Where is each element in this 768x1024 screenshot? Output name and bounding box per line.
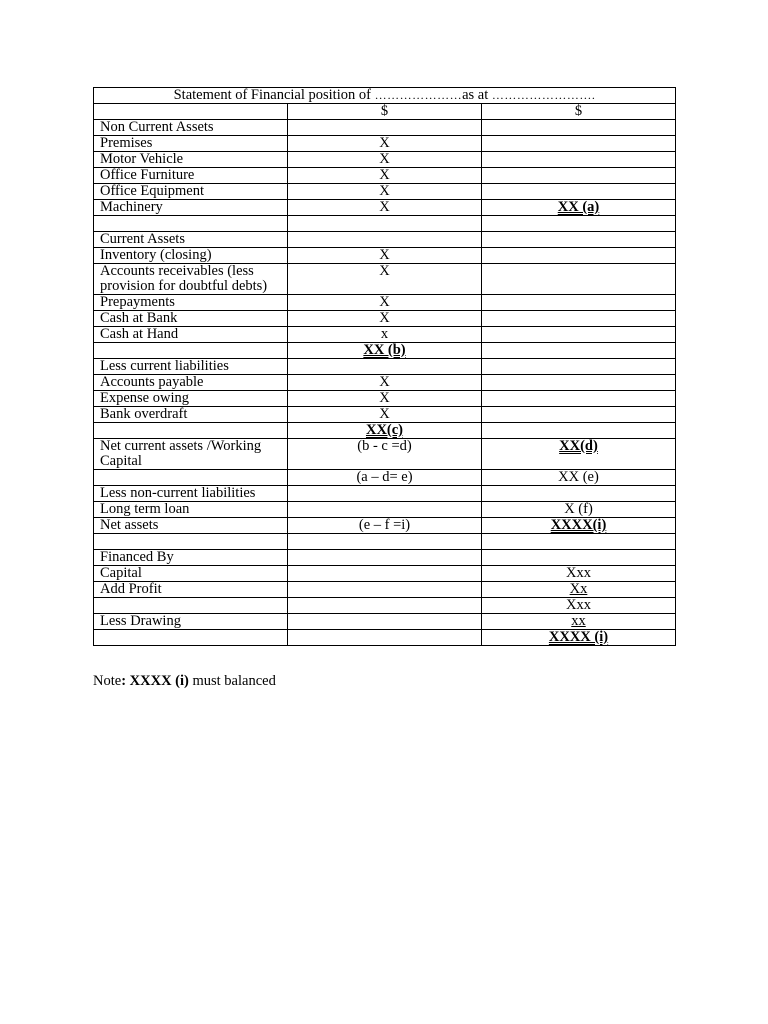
row-col2 bbox=[288, 614, 482, 630]
header-currency-col2: $ bbox=[288, 104, 482, 120]
table-row bbox=[94, 359, 676, 375]
row-label: Office Furniture bbox=[94, 168, 288, 184]
header-currency-col3: $ bbox=[482, 104, 676, 120]
row-col2: (e – f =i) bbox=[288, 518, 482, 534]
row-col2 bbox=[288, 359, 482, 375]
table-row bbox=[94, 582, 676, 598]
row-col3: X (f) bbox=[482, 502, 676, 518]
table-row bbox=[94, 550, 676, 566]
row-label: Prepayments bbox=[94, 295, 288, 311]
row-col2: X bbox=[288, 407, 482, 423]
table-row bbox=[94, 295, 676, 311]
row-label: Less current liabilities bbox=[94, 359, 288, 375]
row-col2 bbox=[288, 216, 482, 232]
table-row bbox=[94, 486, 676, 502]
row-col2 bbox=[288, 598, 482, 614]
note-prefix: Note bbox=[93, 673, 122, 689]
row-label bbox=[94, 630, 288, 646]
table-row bbox=[94, 439, 676, 470]
row-col3 bbox=[482, 486, 676, 502]
row-col3 bbox=[482, 359, 676, 375]
row-label: Accounts receivables (less provision for doubtful debts) bbox=[94, 264, 288, 295]
table-row bbox=[94, 343, 676, 359]
row-label: Add Profit bbox=[94, 582, 288, 598]
table-row bbox=[94, 200, 676, 216]
row-col3 bbox=[482, 375, 676, 391]
row-label: Bank overdraft bbox=[94, 407, 288, 423]
row-col2: X bbox=[288, 152, 482, 168]
balance-note bbox=[93, 672, 276, 690]
row-col2: X bbox=[288, 375, 482, 391]
row-label: Cash at Hand bbox=[94, 327, 288, 343]
table-row bbox=[94, 391, 676, 407]
row-label bbox=[94, 598, 288, 614]
currency-header-row bbox=[94, 104, 676, 120]
table-row bbox=[94, 566, 676, 582]
table-row bbox=[94, 120, 676, 136]
row-label: Accounts payable bbox=[94, 375, 288, 391]
table-row bbox=[94, 534, 676, 550]
row-label: Capital bbox=[94, 566, 288, 582]
note-colon: : bbox=[121, 673, 127, 689]
note-text: must balanced bbox=[188, 673, 276, 689]
row-col2: X bbox=[288, 200, 482, 216]
row-col3-total-d: XX(d) bbox=[482, 439, 676, 470]
row-col3 bbox=[482, 248, 676, 264]
row-label: Financed By bbox=[94, 550, 288, 566]
table-row bbox=[94, 168, 676, 184]
row-col3 bbox=[482, 184, 676, 200]
row-col2 bbox=[288, 232, 482, 248]
row-label: Net assets bbox=[94, 518, 288, 534]
row-col2-total-c: XX(c) bbox=[288, 423, 482, 439]
financial-position-table bbox=[93, 87, 676, 646]
row-col2-total-b: XX (b) bbox=[288, 343, 482, 359]
table-row bbox=[94, 614, 676, 630]
row-col3-final-total: XXXX (i) bbox=[482, 630, 676, 646]
row-col3 bbox=[482, 327, 676, 343]
table-row bbox=[94, 598, 676, 614]
row-col3 bbox=[482, 311, 676, 327]
row-col3: Xxx bbox=[482, 566, 676, 582]
row-label bbox=[94, 343, 288, 359]
row-col3 bbox=[482, 136, 676, 152]
row-col2: X bbox=[288, 311, 482, 327]
table-row bbox=[94, 423, 676, 439]
row-col3 bbox=[482, 264, 676, 295]
row-label: Cash at Bank bbox=[94, 311, 288, 327]
row-label: Expense owing bbox=[94, 391, 288, 407]
table-row bbox=[94, 136, 676, 152]
row-label: Current Assets bbox=[94, 232, 288, 248]
table-row bbox=[94, 518, 676, 534]
table-row bbox=[94, 216, 676, 232]
row-col3 bbox=[482, 295, 676, 311]
row-col3: Xx bbox=[482, 582, 676, 598]
row-col2 bbox=[288, 566, 482, 582]
row-col2: X bbox=[288, 136, 482, 152]
row-col3 bbox=[482, 407, 676, 423]
row-col2: X bbox=[288, 391, 482, 407]
table-row bbox=[94, 248, 676, 264]
row-col2: (b - c =d) bbox=[288, 439, 482, 470]
row-col2: X bbox=[288, 295, 482, 311]
row-col2 bbox=[288, 120, 482, 136]
row-label bbox=[94, 423, 288, 439]
table-row bbox=[94, 470, 676, 486]
row-col3 bbox=[482, 216, 676, 232]
row-col3 bbox=[482, 391, 676, 407]
row-col3-total-i: XXXX(i) bbox=[482, 518, 676, 534]
row-label: Net current assets /Working Capital bbox=[94, 439, 288, 470]
row-col3 bbox=[482, 423, 676, 439]
row-col2: X bbox=[288, 184, 482, 200]
table-row bbox=[94, 152, 676, 168]
table-row bbox=[94, 232, 676, 248]
row-col2 bbox=[288, 582, 482, 598]
row-col3 bbox=[482, 232, 676, 248]
row-col3 bbox=[482, 534, 676, 550]
row-col3 bbox=[482, 550, 676, 566]
row-col2: X bbox=[288, 248, 482, 264]
row-col3 bbox=[482, 343, 676, 359]
row-label: Motor Vehicle bbox=[94, 152, 288, 168]
row-col3 bbox=[482, 168, 676, 184]
row-col2: X bbox=[288, 168, 482, 184]
note-bold-total: XXXX (i) bbox=[126, 673, 189, 689]
row-col3-total-a: XX (a) bbox=[482, 200, 676, 216]
header-blank bbox=[94, 104, 288, 120]
row-col2 bbox=[288, 534, 482, 550]
row-label bbox=[94, 470, 288, 486]
table-row bbox=[94, 311, 676, 327]
row-label bbox=[94, 534, 288, 550]
row-col3: xx bbox=[482, 614, 676, 630]
row-col2: (a – d= e) bbox=[288, 470, 482, 486]
row-col2: x bbox=[288, 327, 482, 343]
table-row bbox=[94, 407, 676, 423]
table-row bbox=[94, 375, 676, 391]
table-row bbox=[94, 184, 676, 200]
row-label: Premises bbox=[94, 136, 288, 152]
row-label: Less Drawing bbox=[94, 614, 288, 630]
row-label: Office Equipment bbox=[94, 184, 288, 200]
row-label: Machinery bbox=[94, 200, 288, 216]
row-col3: Xxx bbox=[482, 598, 676, 614]
row-col3 bbox=[482, 152, 676, 168]
row-col3: XX (e) bbox=[482, 470, 676, 486]
title-row bbox=[94, 88, 676, 104]
row-label bbox=[94, 216, 288, 232]
statement-title: Statement of Financial position of …………………as at ……………………. bbox=[94, 88, 676, 104]
row-col2 bbox=[288, 486, 482, 502]
row-col2 bbox=[288, 630, 482, 646]
row-label: Non Current Assets bbox=[94, 120, 288, 136]
row-col2: X bbox=[288, 264, 482, 295]
table-row bbox=[94, 502, 676, 518]
table-row bbox=[94, 264, 676, 295]
row-label: Inventory (closing) bbox=[94, 248, 288, 264]
row-label: Less non-current liabilities bbox=[94, 486, 288, 502]
row-col2 bbox=[288, 550, 482, 566]
row-col3 bbox=[482, 120, 676, 136]
table-row bbox=[94, 630, 676, 646]
table-row bbox=[94, 327, 676, 343]
row-col2 bbox=[288, 502, 482, 518]
row-label: Long term loan bbox=[94, 502, 288, 518]
